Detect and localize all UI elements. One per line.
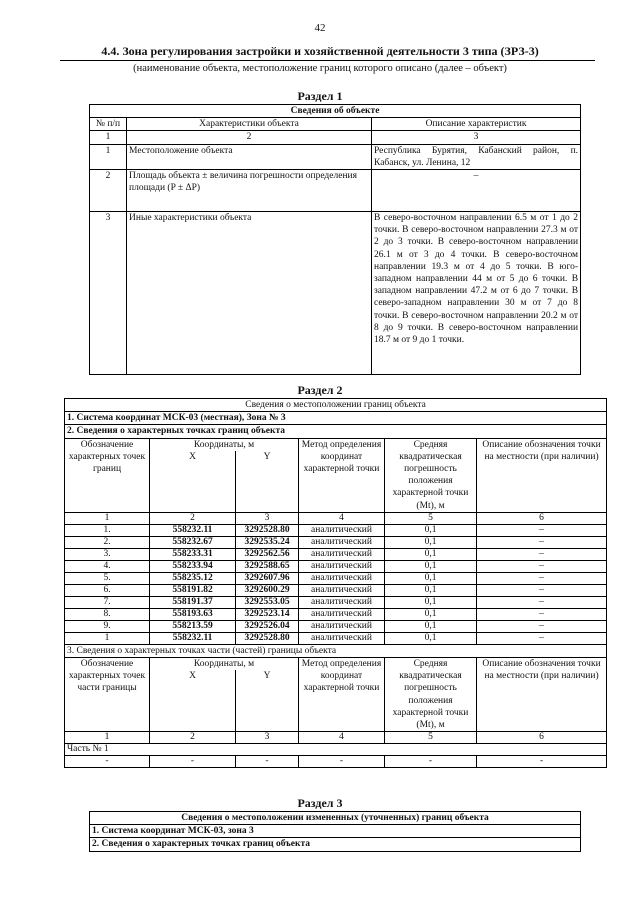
s2-header-designation: Обозначение характерных точек границ: [65, 438, 150, 512]
point-y: 3292607.96: [236, 572, 299, 584]
section2-caption: Сведения о местоположении границ объекта: [65, 399, 607, 412]
point-accuracy: 0,1: [385, 524, 477, 536]
s2-header-accuracy: Средняя квадратическая погрешность положения характерной точки (Mt), м: [385, 438, 477, 512]
point-number: 2.: [65, 536, 150, 548]
s2-colnum: 6: [477, 512, 607, 524]
point-row: [65, 572, 607, 584]
point-number: 3.: [65, 548, 150, 560]
point-number: 4.: [65, 560, 150, 572]
point-y: 3292553.05: [236, 596, 299, 608]
s2-colnum: 5: [385, 512, 477, 524]
point-method: аналитический: [299, 608, 385, 620]
s1-colnum: 1: [90, 131, 127, 144]
s1-row-name: Площадь объекта ± величина погрешности определения площади (P ± ΔP): [127, 170, 372, 212]
s1-row-num: 1: [90, 144, 127, 169]
s1-header-num: № п/п: [90, 118, 127, 131]
point-accuracy: 0,1: [385, 596, 477, 608]
point-number: 6.: [65, 584, 150, 596]
point-method: аналитический: [299, 536, 385, 548]
point-y: 3292523.14: [236, 608, 299, 620]
point-description: –: [477, 548, 607, 560]
point-description: –: [477, 596, 607, 608]
point-description: –: [477, 620, 607, 632]
s2-header-y: Y: [236, 451, 299, 512]
point-accuracy: 0,1: [385, 632, 477, 644]
point-method: аналитический: [299, 572, 385, 584]
document-subtitle: (наименование объекта, местоположение границ которого описано (далее – объект): [133, 63, 507, 74]
point-number: 9.: [65, 620, 150, 632]
point-number: 8.: [65, 608, 150, 620]
section2-points-title: 2. Сведения о характерных точках границ объекта: [65, 425, 607, 438]
point-y: 3292528.80: [236, 632, 299, 644]
point-description: –: [477, 560, 607, 572]
point-accuracy: 0,1: [385, 572, 477, 584]
section1-caption: Сведения об объекте: [90, 105, 581, 118]
s2-part-label: Часть № 1: [65, 744, 607, 756]
s2-header-x: X: [150, 451, 236, 512]
s2-parts-header-coords: Координаты, м: [150, 658, 299, 671]
s1-row-value: Республика Бурятия, Кабанский район, п. Кабанск, ул. Ленина, 12: [372, 144, 581, 169]
point-description: –: [477, 572, 607, 584]
s1-row-num: 3: [90, 212, 127, 375]
point-y: 3292600.29: [236, 584, 299, 596]
s2-part-cell: -: [299, 756, 385, 768]
s2-parts-header-y: Y: [236, 670, 299, 731]
point-row: [65, 584, 607, 596]
section1-heading: Раздел 1: [297, 89, 343, 103]
point-x: 558213.59: [150, 620, 236, 632]
s2-parts-header-x: X: [150, 670, 236, 731]
s2-colnum: 3: [236, 512, 299, 524]
point-description: –: [477, 608, 607, 620]
s2-parts-colnum: 4: [299, 732, 385, 744]
point-method: аналитический: [299, 584, 385, 596]
s2-part-cell: -: [236, 756, 299, 768]
s1-colnum: 3: [372, 131, 581, 144]
s2-colnum: 4: [299, 512, 385, 524]
section2-parts-title: 3. Сведения о характерных точках части (частей) границы объекта: [65, 644, 607, 657]
s2-parts-header-accuracy: Средняя квадратическая погрешность положения характерной точки (Mt), м: [385, 658, 477, 732]
point-number: 5.: [65, 572, 150, 584]
point-method: аналитический: [299, 632, 385, 644]
point-accuracy: 0,1: [385, 536, 477, 548]
point-y: 3292528.80: [236, 524, 299, 536]
point-description: –: [477, 524, 607, 536]
point-x: 558233.94: [150, 560, 236, 572]
s2-parts-colnum: 1: [65, 732, 150, 744]
section3-points-title: 2. Сведения о характерных точках границ объекта: [90, 838, 581, 851]
section1-table: [89, 104, 581, 375]
title-underline: [60, 60, 595, 61]
s1-colnum: 2: [127, 131, 372, 144]
point-description: –: [477, 584, 607, 596]
s1-header-characteristic: Характеристики объекта: [127, 118, 372, 131]
s2-parts-header-description: Описание обозначения точки на местности (при наличии): [477, 658, 607, 732]
s1-row-name: Местоположение объекта: [127, 144, 372, 169]
point-x: 558233.31: [150, 548, 236, 560]
s2-part-cell: -: [150, 756, 236, 768]
s2-colnum: 1: [65, 512, 150, 524]
s2-header-description: Описание обозначения точки на местности (при наличии): [477, 438, 607, 512]
s2-header-coords: Координаты, м: [150, 438, 299, 451]
point-x: 558232.11: [150, 524, 236, 536]
point-method: аналитический: [299, 560, 385, 572]
point-x: 558191.37: [150, 596, 236, 608]
point-description: –: [477, 536, 607, 548]
point-row: [65, 548, 607, 560]
s1-row-name: Иные характеристики объекта: [127, 212, 372, 375]
s2-part-cell: -: [65, 756, 150, 768]
point-method: аналитический: [299, 524, 385, 536]
section2-system: 1. Система координат МСК-03 (местная), Зона № 3: [65, 412, 607, 425]
point-y: 3292535.24: [236, 536, 299, 548]
s2-part-cell: -: [385, 756, 477, 768]
point-row: [65, 524, 607, 536]
section3-system: 1. Система координат МСК-03, зона 3: [90, 825, 581, 838]
s2-parts-colnum: 3: [236, 732, 299, 744]
point-row: [65, 596, 607, 608]
s2-header-method: Метод определения координат характерной точки: [299, 438, 385, 512]
point-row: [65, 620, 607, 632]
s2-parts-header-method: Метод определения координат характерной точки: [299, 658, 385, 732]
section3-table: [89, 811, 581, 852]
document-title: 4.4. Зона регулирования застройки и хозяйственной деятельности 3 типа (ЗРЗ-3): [101, 44, 539, 58]
point-number: 7.: [65, 596, 150, 608]
s1-row-num: 2: [90, 170, 127, 212]
s2-parts-colnum: 2: [150, 732, 236, 744]
section2-table: [64, 398, 607, 768]
point-y: 3292562.56: [236, 548, 299, 560]
point-accuracy: 0,1: [385, 584, 477, 596]
s1-row-value: –: [372, 170, 581, 212]
point-accuracy: 0,1: [385, 560, 477, 572]
point-description: –: [477, 632, 607, 644]
point-method: аналитический: [299, 596, 385, 608]
s1-row-value: В северо-восточном направлении 6.5 м от 1 до 2 точки. В северо-восточном направлении 27.3 м от 2 до 3 точки. В северо-восточном направлении 26.1 м от 3 до 4 точки. В северо-восточном направлении 19.3 м от 4 до 5 точки. В юго-западном направлении 44 м от 5 до 6 точки. В западном направлении 47.2 м от 6 до 7 точки. В северо-западном направлении 30 м от 7 до 8 точки. В северо-восточном направлении 20.2 м от 8 до 9 точки. В северо-восточном направлении 18.7 м от 9 до 1 точки.: [372, 212, 581, 375]
point-method: аналитический: [299, 548, 385, 560]
point-row: [65, 536, 607, 548]
point-number: 1: [65, 632, 150, 644]
s2-parts-colnum: 5: [385, 732, 477, 744]
point-x: 558235.12: [150, 572, 236, 584]
point-accuracy: 0,1: [385, 548, 477, 560]
point-x: 558232.11: [150, 632, 236, 644]
point-x: 558191.82: [150, 584, 236, 596]
point-row: [65, 632, 607, 644]
point-y: 3292526.04: [236, 620, 299, 632]
point-y: 3292588.65: [236, 560, 299, 572]
section3-caption: Сведения о местоположении измененных (уточненных) границ объекта: [90, 812, 581, 825]
section2-heading: Раздел 2: [297, 383, 343, 397]
point-row: [65, 560, 607, 572]
point-x: 558193.63: [150, 608, 236, 620]
s2-points-body: [65, 524, 607, 644]
s2-part-cell: -: [477, 756, 607, 768]
point-method: аналитический: [299, 620, 385, 632]
point-x: 558232.67: [150, 536, 236, 548]
s2-parts-colnum: 6: [477, 732, 607, 744]
point-accuracy: 0,1: [385, 620, 477, 632]
point-row: [65, 608, 607, 620]
s2-colnum: 2: [150, 512, 236, 524]
s2-parts-header-designation: Обозначение характерных точек части границы: [65, 658, 150, 732]
s1-header-description: Описание характеристик: [372, 118, 581, 131]
point-number: 1.: [65, 524, 150, 536]
point-accuracy: 0,1: [385, 608, 477, 620]
page-number: 42: [314, 22, 326, 34]
section3-heading: Раздел 3: [297, 796, 343, 810]
